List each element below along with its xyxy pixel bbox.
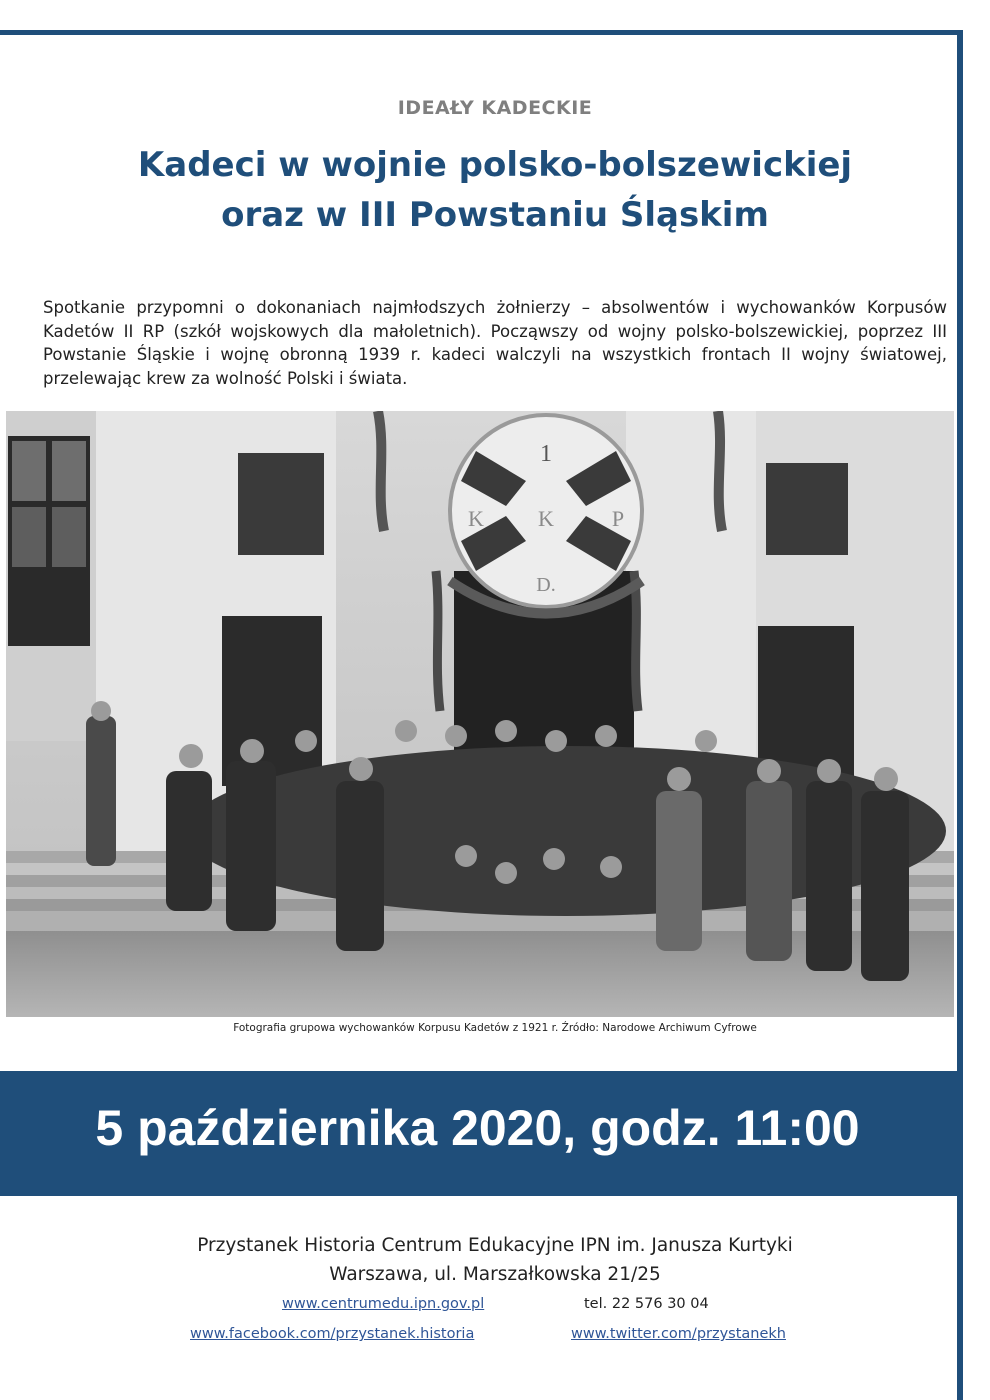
venue-address: Warszawa, ul. Marszałkowska 21/25: [329, 1264, 661, 1285]
venue-name: Przystanek Historia Centrum Edukacyjne IPN im. Janusza Kurtyki: [197, 1235, 793, 1256]
event-title-line-2: oraz w III Powstaniu Śląskim: [221, 195, 769, 235]
emblem-letter-right: P: [611, 506, 625, 531]
phone-number: tel. 22 576 30 04: [584, 1296, 709, 1312]
website-link[interactable]: www.centrumedu.ipn.gov.pl: [282, 1296, 485, 1312]
historical-group-photo: [6, 411, 954, 1017]
event-title: [30, 140, 960, 240]
photo-caption: Fotografia grupowa wychowanków Korpusu Kadetów z 1921 r. Źródło: Narodowe Archiwum Cyfrowe: [233, 1022, 757, 1034]
series-kicker: IDEAŁY KADECKIE: [397, 97, 593, 119]
group-photo-illustration: [6, 411, 954, 1017]
emblem-letter-left: K: [468, 506, 484, 531]
venue-block: [0, 1231, 990, 1289]
facebook-link[interactable]: www.facebook.com/przystanek.historia: [190, 1326, 475, 1342]
emblem-letter-center: K: [538, 506, 554, 531]
poster-frame-top: [0, 30, 962, 35]
twitter-link[interactable]: www.twitter.com/przystanekh: [571, 1326, 786, 1342]
event-title-line-1: Kadeci w wojnie polsko-bolszewickiej: [137, 145, 853, 185]
emblem-number: 1: [540, 441, 552, 467]
event-date-time: 5 października 2020, godz. 11:00: [95, 1100, 860, 1156]
emblem-letter-bottom: D.: [536, 574, 556, 596]
intro-paragraph: Spotkanie przypomni o dokonaniach najmłodszych żołnierzy – absolwentów i wychowanków Korpusów Kadetów II RP (szkół wojskowych dla małoletnich). Począwszy od wojny polsko-bolszewickiej, poprzez III Powstanie Śląskie i wojnę obronną 1939 r. kadeci walczyli na wszystkich frontach II wojny światowej, przelewając krew za wolność Polski i świata.: [43, 298, 947, 388]
